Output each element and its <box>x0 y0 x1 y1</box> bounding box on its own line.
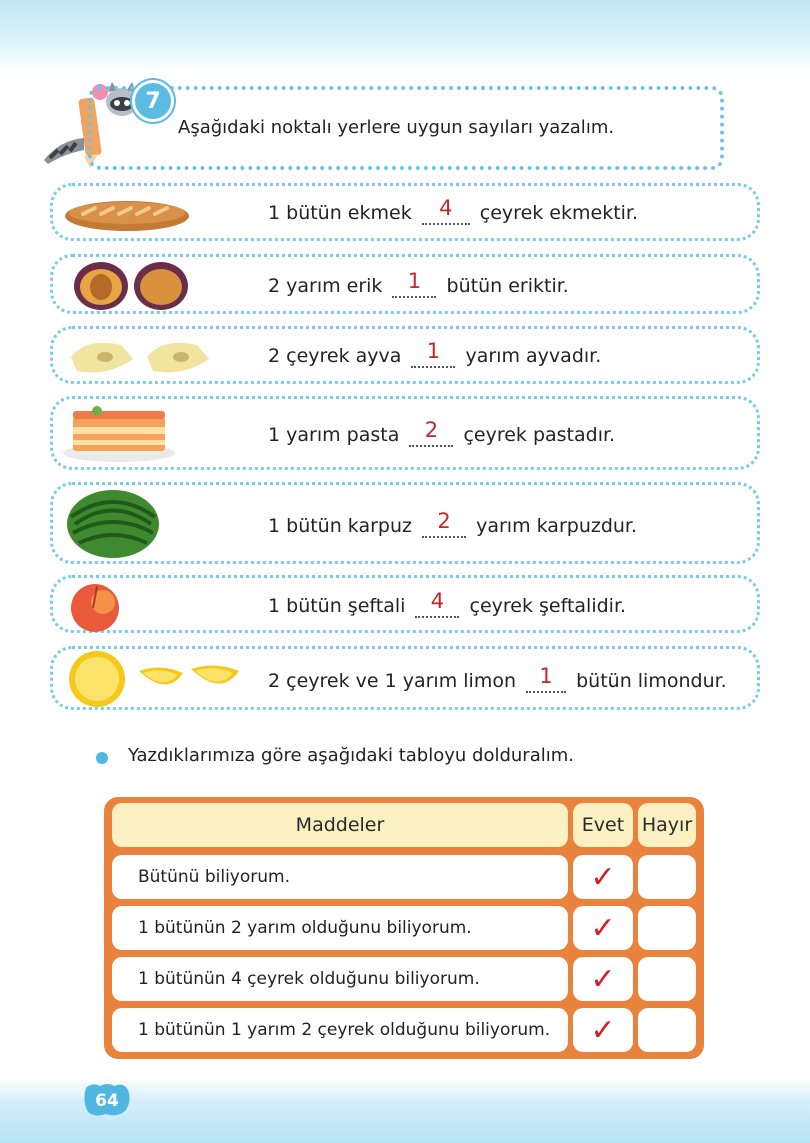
table-header-no: Hayır <box>638 803 696 847</box>
bullet-dot-icon <box>96 752 108 764</box>
exercise-row <box>50 254 760 314</box>
page-number-badge <box>82 1082 132 1118</box>
check-mark-icon: ✓ <box>590 961 616 997</box>
no-checkbox[interactable] <box>638 957 696 1001</box>
exercise-row <box>50 482 760 564</box>
answer-value: 1 <box>426 339 441 363</box>
exercise-row <box>50 396 760 470</box>
row-text-before: 1 bütün karpuz <box>268 515 413 537</box>
answer-value: 4 <box>439 196 453 220</box>
answer-value: 2 <box>424 418 439 442</box>
quince-quarters-image <box>67 335 215 379</box>
yes-checkbox[interactable] <box>573 906 633 950</box>
table-item: 1 bütünün 2 yarım olduğunu biliyorum. <box>112 906 568 950</box>
no-checkbox[interactable] <box>638 855 696 899</box>
answer-blank[interactable] <box>392 269 436 298</box>
lemon-pieces-image <box>67 651 247 707</box>
row-text-after: çeyrek pastadır. <box>463 424 616 446</box>
no-checkbox[interactable] <box>638 906 696 950</box>
checklist-table <box>104 797 704 1059</box>
answer-blank[interactable] <box>415 589 459 618</box>
row-text-after: yarım ayvadır. <box>465 345 602 367</box>
table-header-yes: Evet <box>573 803 633 847</box>
exercise-row <box>50 575 760 633</box>
row-text-before: 2 çeyrek ayva <box>268 345 402 367</box>
top-decor-band <box>0 0 810 72</box>
row-text-before: 1 yarım pasta <box>268 424 400 446</box>
row-text-before: 1 bütün ekmek <box>268 202 412 224</box>
answer-value: 4 <box>430 589 445 613</box>
answer-value: 1 <box>539 664 553 688</box>
bread-image <box>61 194 193 234</box>
row-text-after: çeyrek ekmektir. <box>479 202 639 224</box>
yes-checkbox[interactable] <box>573 855 633 899</box>
yes-checkbox[interactable] <box>573 1008 633 1052</box>
check-mark-icon: ✓ <box>590 910 616 946</box>
exercise-row <box>50 183 760 241</box>
row-text-after: çeyrek şeftalidir. <box>469 595 627 617</box>
plum-halves-image <box>71 259 191 313</box>
page-number: 64 <box>95 1091 119 1111</box>
table-instruction: Yazdıklarımıza göre aşağıdaki tabloyu dolduralım. <box>128 745 574 766</box>
peach-image <box>67 580 127 632</box>
row-text-before: 2 çeyrek ve 1 yarım limon <box>268 670 516 692</box>
answer-value: 1 <box>407 269 422 293</box>
row-text-before: 2 yarım erik <box>268 275 383 297</box>
row-text-after: bütün limondur. <box>576 670 727 692</box>
no-checkbox[interactable] <box>638 1008 696 1052</box>
table-header-items: Maddeler <box>112 803 568 847</box>
watermelon-image <box>65 487 165 561</box>
row-text-after: yarım karpuzdur. <box>476 515 638 537</box>
exercise-row <box>50 646 760 710</box>
answer-value: 2 <box>437 509 451 533</box>
answer-blank[interactable] <box>422 196 470 225</box>
table-item: Bütünü biliyorum. <box>112 855 568 899</box>
exercise-row <box>50 326 760 384</box>
row-text-after: bütün eriktir. <box>446 275 569 297</box>
answer-blank[interactable] <box>411 339 455 368</box>
table-item: 1 bütünün 1 yarım 2 çeyrek olduğunu biliyorum. <box>112 1008 568 1052</box>
check-mark-icon: ✓ <box>590 859 616 895</box>
check-mark-icon: ✓ <box>590 1012 616 1048</box>
yes-checkbox[interactable] <box>573 957 633 1001</box>
cake-slice-image <box>61 403 181 465</box>
exercise-number-badge: 7 <box>132 80 174 122</box>
row-text-before: 1 bütün şeftali <box>268 595 406 617</box>
exercise-instruction: Aşağıdaki noktalı yerlere uygun sayıları yazalım. <box>178 117 615 138</box>
answer-blank[interactable] <box>422 509 466 538</box>
table-item: 1 bütünün 4 çeyrek olduğunu biliyorum. <box>112 957 568 1001</box>
answer-blank[interactable] <box>409 418 453 447</box>
answer-blank[interactable] <box>526 664 566 693</box>
